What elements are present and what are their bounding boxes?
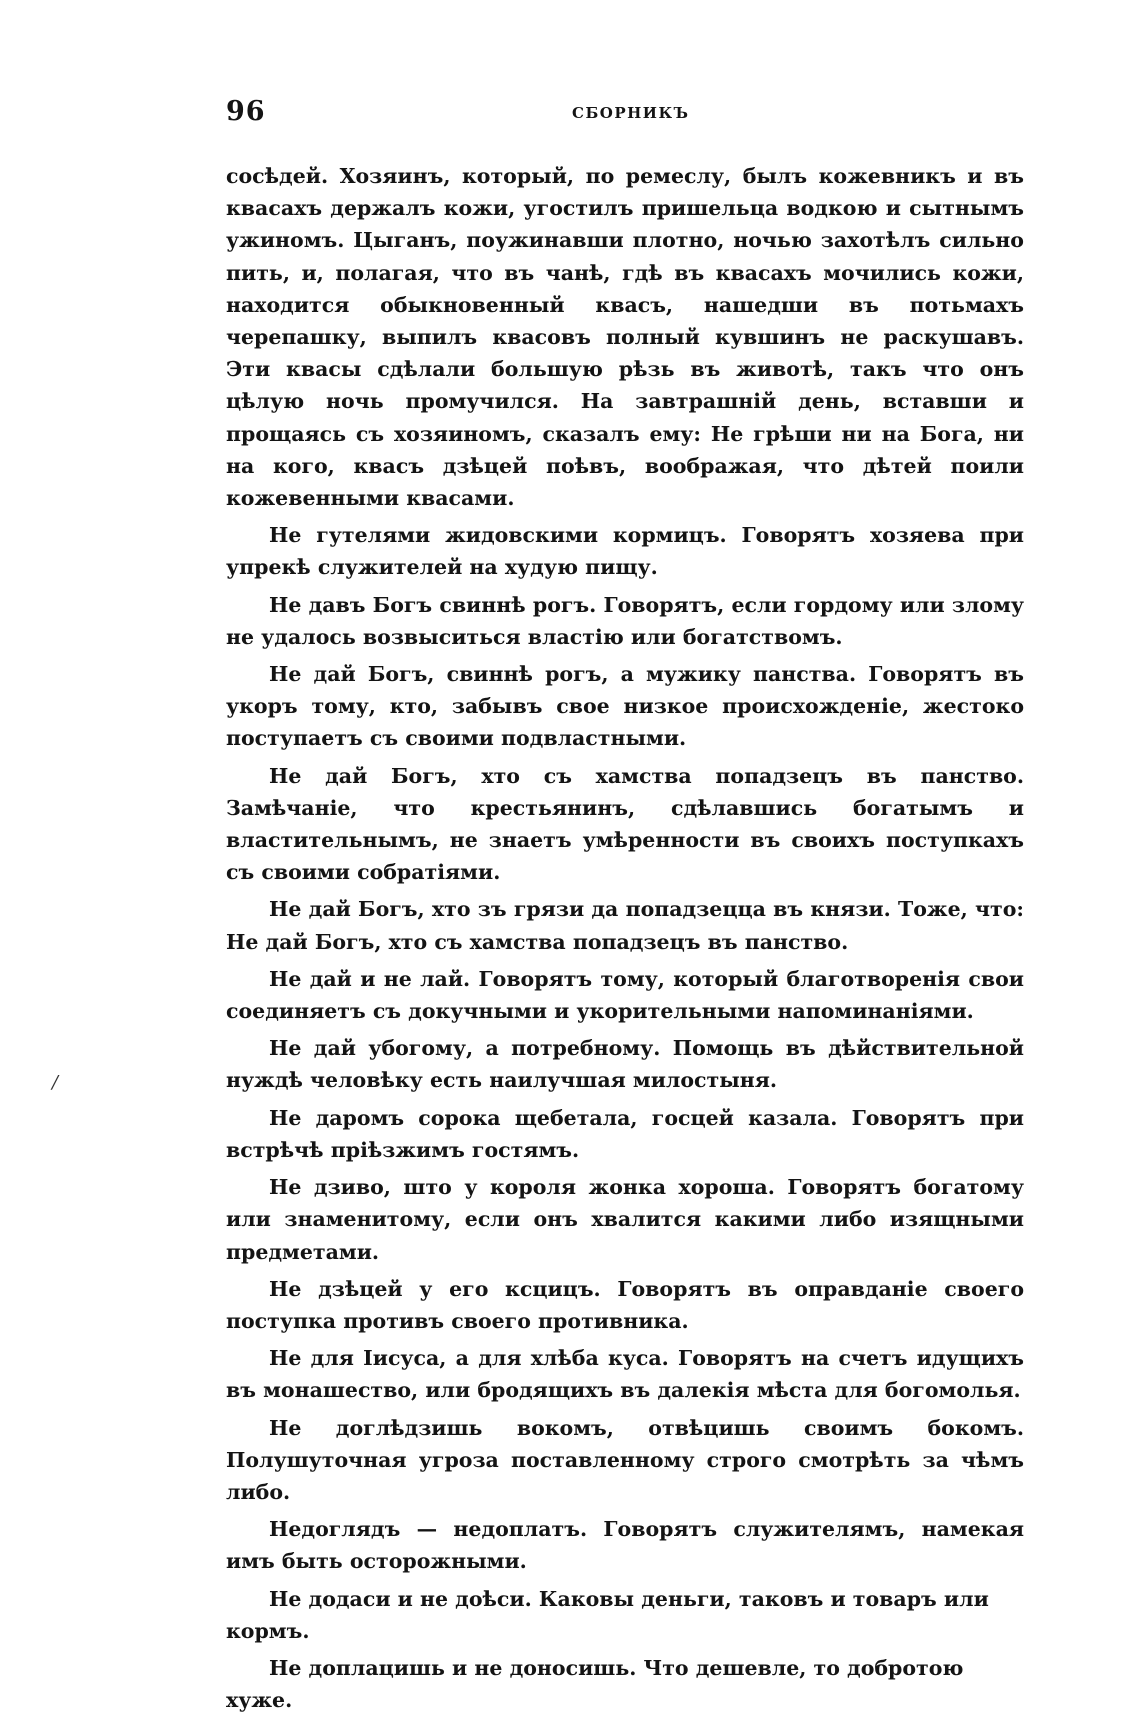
proverb-entry: Не давъ Богъ свиннѣ рогъ. Говорятъ, если гордому или злому не удалось возвыситься властію или богатствомъ. [226,592,1024,649]
proverb-entry: Не даромъ сорока щебетала, госцей казала. Говорятъ при встрѣчѣ пріѣзжимъ гостямъ. [226,1105,1024,1162]
proverb-entry: Не доплацишь и не доносишь. Что дешевле, то добротою хуже. [226,1655,964,1713]
page-header [226,96,1024,136]
running-title: СБОРНИКЪ [572,104,690,122]
paragraph-continued: сосѣдей. Хозяинъ, который, по ремеслу, былъ кожевникъ и въ квасахъ держалъ кожи, угостилъ пришельца водкою и сытнымъ ужиномъ. Цыганъ, поужинавши плотно, ночью захотѣлъ сильно пить, и, полагая, что въ чанѣ, гдѣ въ квасахъ мочились кожи, находится обыкновенный квасъ, нашедши въ потьмахъ черепашку, выпилъ квасовъ полный кувшинъ не раскушавъ. Эти квасы сдѣлали большую рѣзь въ животѣ, такъ что онъ цѣлую ночь промучился. На завтрашній день, вставши и прощаясь съ хозяиномъ, сказалъ ему: Не грѣши ни на Бога, ни на кого, квасъ дзѣцей поѣвъ, воображая, что дѣтей поили кожевенными квасами. [226,164,1024,511]
proverb-entry: Не дай Богъ, хто зъ грязи да попадзецца въ князи. Тоже, что: Не дай Богъ, хто съ хамства попадзецъ въ панство. [226,897,1024,954]
proverb-entry: Не додаси и не доѣси. Каковы деньги, таковъ и товаръ или кормъ. [226,1586,989,1643]
page-number: 96 [226,96,266,127]
proverb-entry: Не гутелями жидовскими кормицъ. Говорятъ хозяева при упрекѣ служителей на худую пищу. [226,523,1024,580]
proverb-entry: Не дай убогому, а потребному. Помощь въ дѣйствительной нуждѣ человѣку есть наилучшая милостыня. [226,1036,1024,1093]
proverb-entry: Не дай Богъ, хто съ хамства попадзецъ въ панство. Замѣчаніе, что крестьянинъ, сдѣлавшись богатымъ и властительнымъ, не знаетъ умѣренности въ своихъ поступкахъ съ своими собратіями. [226,763,1024,885]
proverb-entry: Не дай Богъ, свиннѣ рогъ, а мужику панства. Говорятъ въ укоръ тому, кто, забывъ свое низкое происхожденіе, жестоко поступаетъ съ своими подвластными. [226,662,1024,751]
proverb-entry: Не дзиво, што у короля жонка хороша. Говорятъ богатому или знаменитому, если онъ хвалится какими либо изящными предметами. [226,1175,1024,1264]
proverb-entry: Недоглядъ — недоплатъ. Говорятъ служителямъ, намекая имъ быть осторожными. [226,1517,1024,1574]
proverb-entry: Не доглѣдзишь вокомъ, отвѣцишь своимъ бокомъ. Полушуточная угроза поставленному строго смотрѣть за чѣмъ либо. [226,1415,1024,1504]
margin-pencil-mark: / [52,1072,59,1093]
proverb-entry: Не дай и не лай. Говорятъ тому, который благотворенія свои соединяетъ съ докучными и укорительными напоминаніями. [226,966,1024,1024]
body-text [226,160,1024,1721]
proverb-entry: Не дзѣцей у его ксцицъ. Говорятъ въ оправданіе своего поступка противъ своего противника. [226,1276,1024,1333]
proverb-entry: Не для Іисуса, а для хлѣба куса. Говорятъ на счетъ идущихъ въ монашество, или бродящихъ въ далекія мѣста для богомолья. [226,1346,1024,1403]
